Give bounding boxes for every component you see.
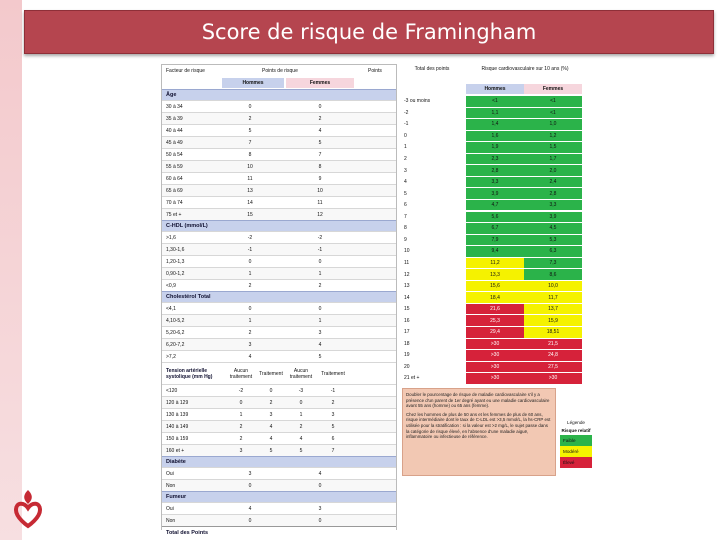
risk-women-value: 13,7: [524, 304, 582, 315]
age-points-women: 7: [318, 151, 322, 158]
risk-total-points: 21 et +: [398, 373, 466, 384]
risk-women-value: 3,3: [524, 200, 582, 211]
smoker-range: Oui: [166, 505, 174, 512]
age-points-men: 10: [247, 163, 253, 170]
hdl-row: [162, 255, 396, 267]
risk-men-value: >30: [466, 373, 524, 384]
age-points-men: 7: [248, 139, 252, 146]
hdl-range: 1,30-1,6: [166, 246, 185, 253]
risk-row: [398, 314, 582, 326]
hdl-row: [162, 267, 396, 279]
chol-points-men: 0: [248, 305, 252, 312]
cardiology-logo: [8, 486, 48, 530]
diabetes-range: Oui: [166, 470, 174, 477]
risk-row: [398, 280, 582, 292]
risk-row: [398, 372, 582, 384]
risk-total-points: 9: [398, 235, 466, 246]
risk-men-value: 7,9: [466, 235, 524, 246]
header-men: Hommes: [222, 78, 284, 88]
risk-row: [398, 164, 582, 176]
risk-men-value: 1,4: [466, 119, 524, 130]
risk-row: [398, 176, 582, 188]
bp-row: [162, 408, 396, 420]
risk-points-table: [161, 64, 397, 536]
smoker-points-men: 4: [248, 505, 252, 512]
bp-row: [162, 432, 396, 444]
bp-range: 160 et +: [166, 447, 185, 454]
note-paragraph-1: Doubler le pourcentage de risque de maladie cardiovasculaire s'il y a présence d'un parent de 1er degré ayant eu une maladie cardiovasculaire avant 55 ans (homme) ou 65 ans (femme).: [406, 392, 550, 409]
risk-legend: [560, 420, 592, 478]
risk-women-value: 1,0: [524, 119, 582, 130]
legend-moderate-label: Modéré: [563, 449, 579, 454]
risk-row: [398, 95, 582, 107]
risk-header-women: Femmes: [524, 84, 582, 94]
bp-subheader: Aucun traitement: [289, 367, 313, 380]
risk-total-points: 3: [398, 165, 466, 176]
risk-men-value: >30: [466, 350, 524, 361]
bp-range: <120: [166, 387, 178, 394]
chol-row: [162, 338, 396, 350]
chol-range: 4,10-5,2: [166, 317, 185, 324]
risk-total-points: 15: [398, 304, 466, 315]
hdl-row: [162, 231, 396, 243]
risk-total-points: 17: [398, 327, 466, 338]
risk-row: [398, 257, 582, 269]
risk-men-value: 25,3: [466, 315, 524, 326]
risk-women-value: 18,51: [524, 327, 582, 338]
section-diabetes: Diabète: [162, 456, 396, 467]
risk-header-men: Hommes: [466, 84, 524, 94]
risk-row: [398, 118, 582, 130]
legend-high-label: Élevé: [563, 460, 575, 465]
age-points-women: 11: [317, 199, 323, 206]
risk-row: [398, 291, 582, 303]
risk-women-value: <1: [524, 96, 582, 107]
chol-points-women: 5: [318, 353, 322, 360]
age-range: 50 à 54: [166, 151, 183, 158]
total-points-row: Total des Points: [162, 526, 396, 538]
risk-total-points: 0: [398, 131, 466, 142]
risk-row: [398, 245, 582, 257]
bp-points: 3: [269, 411, 273, 418]
age-range: 45 à 49: [166, 139, 183, 146]
risk-men-value: 21,6: [466, 304, 524, 315]
bp-points: 2: [269, 399, 273, 406]
bp-points: 4: [269, 435, 273, 442]
age-points-women: 10: [317, 187, 323, 194]
header-factor: Facteur de risque: [166, 68, 205, 74]
risk-total-points: -2: [398, 108, 466, 119]
risk-row: [398, 107, 582, 119]
bp-points: 4: [269, 423, 273, 430]
risk-row: [398, 187, 582, 199]
risk-women-value: 1,2: [524, 131, 582, 142]
risk-total-points: 2: [398, 154, 466, 165]
risk-women-value: 1,7: [524, 154, 582, 165]
legend-low-label: Faible: [563, 438, 576, 443]
age-points-men: 8: [248, 151, 252, 158]
section-chol: Cholestérol Total: [162, 291, 396, 302]
risk-total-points: 11: [398, 258, 466, 269]
section-smoker: Fumeur: [162, 491, 396, 502]
bp-range: 150 à 159: [166, 435, 189, 442]
risk-men-value: 3,3: [466, 177, 524, 188]
age-points-men: 11: [247, 175, 253, 182]
risk-women-value: 1,5: [524, 142, 582, 153]
smoker-row: [162, 514, 396, 526]
slide-title: Score de risque de Framingham: [201, 20, 537, 44]
age-row: [162, 136, 396, 148]
header-total-points: Total des points: [414, 66, 450, 72]
hdl-points-women: -1: [317, 246, 323, 253]
bp-header-row: [162, 362, 396, 384]
risk-men-value: >30: [466, 362, 524, 373]
hdl-points-women: 2: [318, 282, 322, 289]
age-row: [162, 100, 396, 112]
bp-points: 5: [269, 447, 273, 454]
risk-women-value: 2,0: [524, 165, 582, 176]
diabetes-range: Non: [166, 482, 176, 489]
smoker-range: Non: [166, 517, 176, 524]
risk-total-points: 18: [398, 339, 466, 350]
hdl-points-women: 0: [318, 258, 322, 265]
risk-total-points: 4: [398, 177, 466, 188]
chol-points-men: 1: [248, 317, 252, 324]
note-paragraph-2: Chez les hommes de plus de 50 ans et les femmes de plus de 60 ans, risque intermédiaire dont le taux de C-LDL est >3,5 mmol/L, la hs-CRP est utilisée pour la stratification : si la valeur est >2 mg/L, le sujet passe dans la catégorie de risque élevé, en l'absence d'une maladie aiguë, inflammatoire ou infectieuse de référence.: [406, 411, 551, 440]
chol-row: [162, 314, 396, 326]
chol-row: [162, 326, 396, 338]
chol-range: 6,20-7,2: [166, 341, 185, 348]
risk-men-value: 4,7: [466, 200, 524, 211]
age-row: [162, 148, 396, 160]
clinical-note-box: [402, 388, 556, 476]
legend-subtitle: Risque relatif: [561, 428, 591, 433]
smoker-row: [162, 502, 396, 514]
risk-men-value: 9,4: [466, 246, 524, 257]
bp-points: 1: [299, 411, 303, 418]
risk-women-value: 11,7: [524, 292, 582, 303]
hdl-points-men: -2: [247, 234, 253, 241]
bp-label: Tension artérielle systolique (mm Hg): [166, 367, 213, 380]
bp-points: 2: [239, 423, 243, 430]
risk-women-value: 8,6: [524, 269, 582, 280]
chol-points-men: 4: [248, 353, 252, 360]
age-points-men: 15: [247, 211, 253, 218]
bp-points: 0: [239, 399, 243, 406]
risk-women-value: 7,3: [524, 258, 582, 269]
age-points-women: 2: [318, 115, 322, 122]
hdl-range: <0,9: [166, 282, 176, 289]
bp-points: 3: [239, 447, 243, 454]
risk-row: [398, 268, 582, 280]
risk-women-value: >30: [524, 373, 582, 384]
age-row: [162, 196, 396, 208]
risk-percent-table: [398, 64, 582, 386]
header-women: Femmes: [286, 78, 354, 88]
age-range: 60 à 64: [166, 175, 183, 182]
chol-range: 5,20-6,2: [166, 329, 185, 336]
risk-men-value: 18,4: [466, 292, 524, 303]
diabetes-points-men: 0: [248, 482, 252, 489]
bp-points: 4: [299, 435, 303, 442]
age-range: 30 à 34: [166, 103, 183, 110]
hdl-row: [162, 279, 396, 291]
risk-total-points: 16: [398, 315, 466, 326]
age-points-men: 5: [248, 127, 252, 134]
risk-men-value: 3,9: [466, 188, 524, 199]
risk-women-value: 5,3: [524, 235, 582, 246]
risk-total-points: 13: [398, 281, 466, 292]
risk-women-value: 2,4: [524, 177, 582, 188]
slide-title-bar: [24, 10, 714, 54]
hdl-points-women: 1: [318, 270, 322, 277]
risk-row: [398, 361, 582, 373]
bp-range: 140 à 149: [166, 423, 189, 430]
age-range: 35 à 39: [166, 115, 183, 122]
risk-men-value: 1,9: [466, 142, 524, 153]
bp-subheader: Traitement: [321, 370, 345, 377]
bp-row: [162, 384, 396, 396]
risk-total-points: 12: [398, 269, 466, 280]
age-row: [162, 124, 396, 136]
risk-men-value: 2,8: [466, 165, 524, 176]
diabetes-row: [162, 479, 396, 491]
chol-points-men: 3: [248, 341, 252, 348]
risk-total-points: 19: [398, 350, 466, 361]
bp-subheader: Traitement: [259, 370, 283, 377]
section-hdl: C-HDL (mmol/L): [162, 220, 396, 231]
risk-row: [398, 199, 582, 211]
section-age: Âge: [162, 89, 396, 100]
age-range: 55 à 59: [166, 163, 183, 170]
risk-total-points: -1: [398, 119, 466, 130]
hdl-points-men: 1: [248, 270, 252, 277]
hdl-points-men: 2: [248, 282, 252, 289]
bp-range: 130 à 139: [166, 411, 189, 418]
chol-range: <4,1: [166, 305, 176, 312]
bp-points: 2: [299, 423, 303, 430]
risk-total-points: 1: [398, 142, 466, 153]
age-range: 40 à 44: [166, 127, 183, 134]
risk-points-table-header: [162, 65, 396, 89]
risk-row: [398, 349, 582, 361]
smoker-points-women: 3: [318, 505, 322, 512]
hdl-points-men: 0: [248, 258, 252, 265]
bp-points: -2: [238, 387, 244, 394]
bp-points: 2: [239, 435, 243, 442]
risk-row: [398, 326, 582, 338]
risk-total-points: 8: [398, 223, 466, 234]
age-row: [162, 112, 396, 124]
bp-points: 7: [331, 447, 335, 454]
diabetes-points-men: 3: [248, 470, 252, 477]
age-points-men: 14: [247, 199, 253, 206]
risk-total-points: 7: [398, 212, 466, 223]
risk-men-value: 11,2: [466, 258, 524, 269]
risk-row: [398, 222, 582, 234]
risk-women-value: 24,8: [524, 350, 582, 361]
bp-points: 5: [331, 423, 335, 430]
risk-total-points: 20: [398, 362, 466, 373]
age-points-women: 12: [317, 211, 323, 218]
risk-men-value: >30: [466, 339, 524, 350]
risk-men-value: 15,6: [466, 281, 524, 292]
chol-row: [162, 302, 396, 314]
age-points-women: 4: [318, 127, 322, 134]
risk-total-points: 5: [398, 188, 466, 199]
age-points-men: 2: [248, 115, 252, 122]
bp-points: 1: [239, 411, 243, 418]
age-points-men: 0: [248, 103, 252, 110]
age-points-men: 13: [247, 187, 253, 194]
risk-total-points: 10: [398, 246, 466, 257]
bp-points: -3: [298, 387, 304, 394]
bp-points: 0: [269, 387, 273, 394]
risk-women-value: 15,9: [524, 315, 582, 326]
age-points-women: 5: [318, 139, 322, 146]
hdl-range: >1,6: [166, 234, 176, 241]
risk-row: [398, 211, 582, 223]
risk-men-value: 5,6: [466, 212, 524, 223]
hdl-points-women: -2: [317, 234, 323, 241]
header-points: Points: [368, 68, 382, 74]
risk-total-points: 6: [398, 200, 466, 211]
age-range: 75 et +: [166, 211, 182, 218]
chol-row: [162, 350, 396, 362]
risk-men-value: 2,3: [466, 154, 524, 165]
diabetes-points-women: 0: [318, 482, 322, 489]
left-accent-strip: [0, 0, 22, 540]
bp-points: -1: [330, 387, 336, 394]
risk-women-value: 6,3: [524, 246, 582, 257]
risk-women-value: 4,5: [524, 223, 582, 234]
hdl-range: 1,20-1,3: [166, 258, 185, 265]
risk-total-points: 14: [398, 292, 466, 303]
risk-women-value: 2,8: [524, 188, 582, 199]
risk-men-value: 13,3: [466, 269, 524, 280]
chol-range: >7,2: [166, 353, 176, 360]
chol-points-women: 1: [318, 317, 322, 324]
risk-women-value: 27,5: [524, 362, 582, 373]
chol-points-men: 2: [248, 329, 252, 336]
bp-row: [162, 396, 396, 408]
risk-men-value: 6,7: [466, 223, 524, 234]
risk-women-value: <1: [524, 108, 582, 119]
risk-row: [398, 338, 582, 350]
age-range: 65 à 69: [166, 187, 183, 194]
bp-points: 0: [299, 399, 303, 406]
risk-total-points: -3 ou moins: [398, 96, 466, 107]
smoker-points-women: 0: [318, 517, 322, 524]
age-row: [162, 184, 396, 196]
legend-low: [560, 435, 592, 446]
bp-subheader: Aucun traitement: [229, 367, 253, 380]
age-row: [162, 172, 396, 184]
risk-women-value: 10,0: [524, 281, 582, 292]
bp-row: [162, 420, 396, 432]
chol-points-women: 4: [318, 341, 322, 348]
bp-points: 5: [299, 447, 303, 454]
risk-women-value: 21,5: [524, 339, 582, 350]
smoker-points-men: 0: [248, 517, 252, 524]
header-10yr-risk: Risque cardiovasculaire sur 10 ans (%): [481, 66, 569, 72]
age-row: [162, 208, 396, 220]
risk-row: [398, 130, 582, 142]
risk-row: [398, 153, 582, 165]
hdl-row: [162, 243, 396, 255]
hdl-points-men: -1: [247, 246, 253, 253]
age-points-women: 8: [318, 163, 322, 170]
bp-points: 6: [331, 435, 335, 442]
bp-range: 120 à 129: [166, 399, 189, 406]
age-points-women: 0: [318, 103, 322, 110]
risk-row: [398, 141, 582, 153]
bp-points: 2: [331, 399, 335, 406]
risk-row: [398, 234, 582, 246]
risk-row: [398, 303, 582, 315]
chol-points-women: 0: [318, 305, 322, 312]
risk-women-value: 3,9: [524, 212, 582, 223]
hdl-range: 0,90-1,2: [166, 270, 185, 277]
risk-men-value: 1,6: [466, 131, 524, 142]
chol-points-women: 3: [318, 329, 322, 336]
bp-points: 3: [331, 411, 335, 418]
legend-moderate: [560, 446, 592, 457]
diabetes-row: [162, 467, 396, 479]
age-row: [162, 160, 396, 172]
age-range: 70 à 74: [166, 199, 183, 206]
legend-title: Légende: [567, 420, 585, 425]
legend-high: [560, 457, 592, 468]
risk-men-value: 29,4: [466, 327, 524, 338]
risk-men-value: <1: [466, 96, 524, 107]
risk-men-value: 1,1: [466, 108, 524, 119]
header-points-risk: Points de risque: [262, 68, 298, 74]
bp-row: [162, 444, 396, 456]
age-points-women: 9: [318, 175, 322, 182]
diabetes-points-women: 4: [318, 470, 322, 477]
